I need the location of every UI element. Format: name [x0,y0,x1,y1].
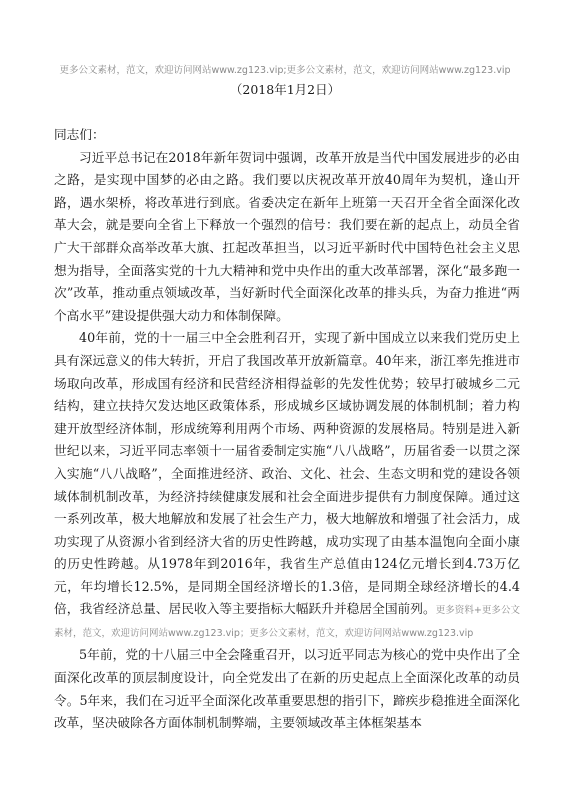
salutation: 同志们： [54,127,105,142]
paragraph-1: 习近平总书记在2018年新年贺词中强调，改革开放是当代中国发展进步的必由之路，是实现中国梦的必由之路。我们要以庆祝改革开放40周年为契机，逢山开路，遇水架桥，将改革进行到底。省委决定在新年上班第一天召开全省全面深化改革大会，就是要向全省上下释放一个强烈的信号：我们要在新的起点上，动员全省广大干部群众高举改革大旗、扛起改革担当，以习近平新时代中国特色社会主义思想为指导，全面落实党的十九大精神和党中央作出的重大改革部署，深化“最多跑一次”改革，推动重点领域改革，当好新时代全面深化改革的排头兵，为奋力推进“两个高水平”建设提供强大动力和体制保障。 [54,149,520,323]
paragraph-3: 5年前，党的十八届三中全会隆重召开，以习近平同志为核心的党中央作出了全面深化改革的顶层制度设计，向全党发出了在新的历史起点上全面深化改革的动员令。5年来，我们在习近平全面深化改革重要思想的指引下，蹄疾步稳推进全面深化改革，坚决破除各方面体制机制弊端，主要领域改革主体框架基本 [54,647,520,731]
inline-watermark: 更多资料+更多公文素材，范文，欢迎访问网站www.zg123.vip；更多公文素材，范文，欢迎访问网站www.zg123.vip [54,605,520,640]
document-body [54,124,520,735]
paragraph-2 [54,327,520,644]
paragraph-2-text: 40年前，党的十一届三中全会胜利召开，实现了新中国成立以来我们党历史上具有深远意义的伟大转折，开启了我国改革开放新篇章。40年来，浙江率先推进市场取向改革，形成国有经济和民营经济相得益彰的先发性优势；较早打破城乡二元结构，建立扶持欠发达地区政策体系，形成城乡区域协调发展的体制机制；着力构建开放型经济体制，形成统筹利用两个市场、两种资源的发展格局。特别是进入新世纪以来，习近平同志率领十一届省委制定实施“八八战略”，历届省委一以贯之深入实施“八八战略”，全面推进经济、政治、文化、社会、生态文明和党的建设各领域体制机制改革，为经济持续健康发展和社会全面进步提供有力制度保障。通过这一系列改革，极大地解放和发展了社会生产力，极大地解放和增强了社会活力，成功实现了从资源小省到经济大省的历史性跨越，成功实现了由基本温饱向全面小康的历史性跨越。从1978年到2016年，我省生产总值由124亿元增长到4.73万亿元，年均增长12.5%，是同期全国经济增长的1.3倍，是同期全球经济增长的4.4倍，我省经济总量、居民收入等主要指标大幅跃升并稳居全国前列。 [54,330,520,617]
document-date: （2018年1月2日） [229,82,341,97]
header-watermark: 更多公文素材，范文，欢迎访问网站www.zg123.vip;更多公文素材，范文，欢迎访问网站www.zg123.vip [59,65,511,76]
